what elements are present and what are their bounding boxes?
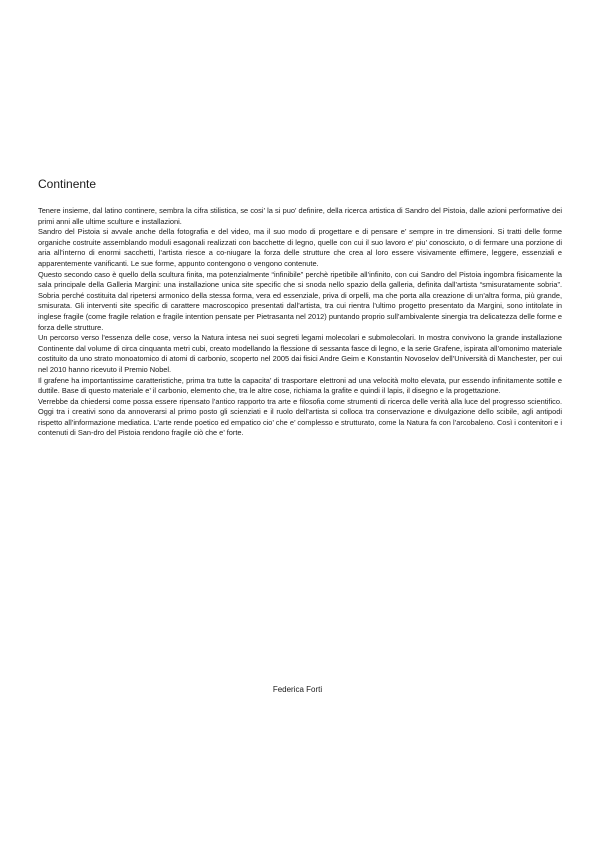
paragraph: Tenere insieme, dal latino continere, sembra la cifra stilistica, se cosi’ la si puo’ definire, della ricerca artistica di Sandro del Pistoia, dalle azioni performative dei primi anni alle ultime sculture e installazioni. [38,206,562,226]
page-title: Continente [38,177,97,191]
article-body [38,206,562,439]
paragraph: Il grafene ha importantissime caratteristiche, prima tra tutte la capacita’ di trasportare elettroni ad una velocità molto elevata, pur essendo infinitamente sottile e duttile. Base di questo materiale e’ il carbonio, elemento che, tra le altre cose, richiama la grafite e quindi il lapis, il disegno e la progettazione. [38,375,562,396]
author-signature: Federica Forti [272,685,323,694]
paragraph: Un percorso verso l’essenza delle cose, verso la Natura intesa nei suoi segreti legami molecolari e submolecolari. In mostra convivono la grande installazione Continente dal volume di circa cinquanta metri cubi, creato modellando la flessione di sessanta fasce di legno, e la serie Grafene, ispirata all’omonimo materiale costituito da uno strato monoatomico di atomi di carbonio, scoperto nel 2005 dai fisici Andre Geim e Konstantin Novoselov dell’Università di Manchester, per cui nel 2010 hanno ricevuto il Premio Nobel. [38,333,562,374]
paragraph: Verrebbe da chiedersi come possa essere ripensato l’antico rapporto tra arte e filosofia come strumenti di ricerca delle verità alla luce del progresso scientifico. Oggi tra i creativi sono da annoverarsi al primo posto gli scienziati e il ruolo dell’artista si colloca tra conservazione e divulgazione dello scibile, agli antipodi rispetto all’informazione mediatica. L’arte rende poetico ed empatico cio’ che e’ complesso e strutturato, come la Natura fa con l’arcobaleno. Così i contenitori e i contenuti di San-dro del Pistoia rendono fragile ciò che e’ forte. [38,396,562,438]
paragraph: Sandro del Pistoia si avvale anche della fotografia e del video, ma il suo modo di progettare e di pensare e’ sempre in tre dimensioni. Si tratti delle forme organiche costruite assemblando moduli esagonali realizzati con bacchette di legno, quelle con cui il suo lavoro e’ piu’ conosciuto, o di fermare una porzione di aria all’interno di enormi sacchetti, l’artista riesce a co-niugare la forza delle strutture che crea al loro essere visivamente effimere, leggere, essenziali e apparentemente vanificanti. Le sue forme, appunto contengono o vengono contenute. [38,227,562,268]
paragraph: Questo secondo caso è quello della scultura finita, ma potenzialmente “infinibile” perchè ripetibile all’infinito, con cui Sandro del Pistoia ingombra fisicamente la sala principale della Galleria Margini: una installazione unica site specific che si snoda nello spazio della galleria, definita dall’artista “smisuratamente sobria”. Sobria perché costituita dal ripetersi armonico della stessa forma, vera ed essenziale, priva di orpelli, ma che porta alla creazione di un’altra forma, più grande, smisurata. Gli interventi site specific di carattere macroscopico presentati dall’artista, tra cui rientra l’ultimo progetto presentato da Margini, sono intitolate in inglese fragile (come fragile relation e fragile intention pensate per Pietrasanta nel 2012) puntando proprio sull’ambivalente sinergia tra delicatezza delle forme e forza delle strutture. [38,269,562,332]
